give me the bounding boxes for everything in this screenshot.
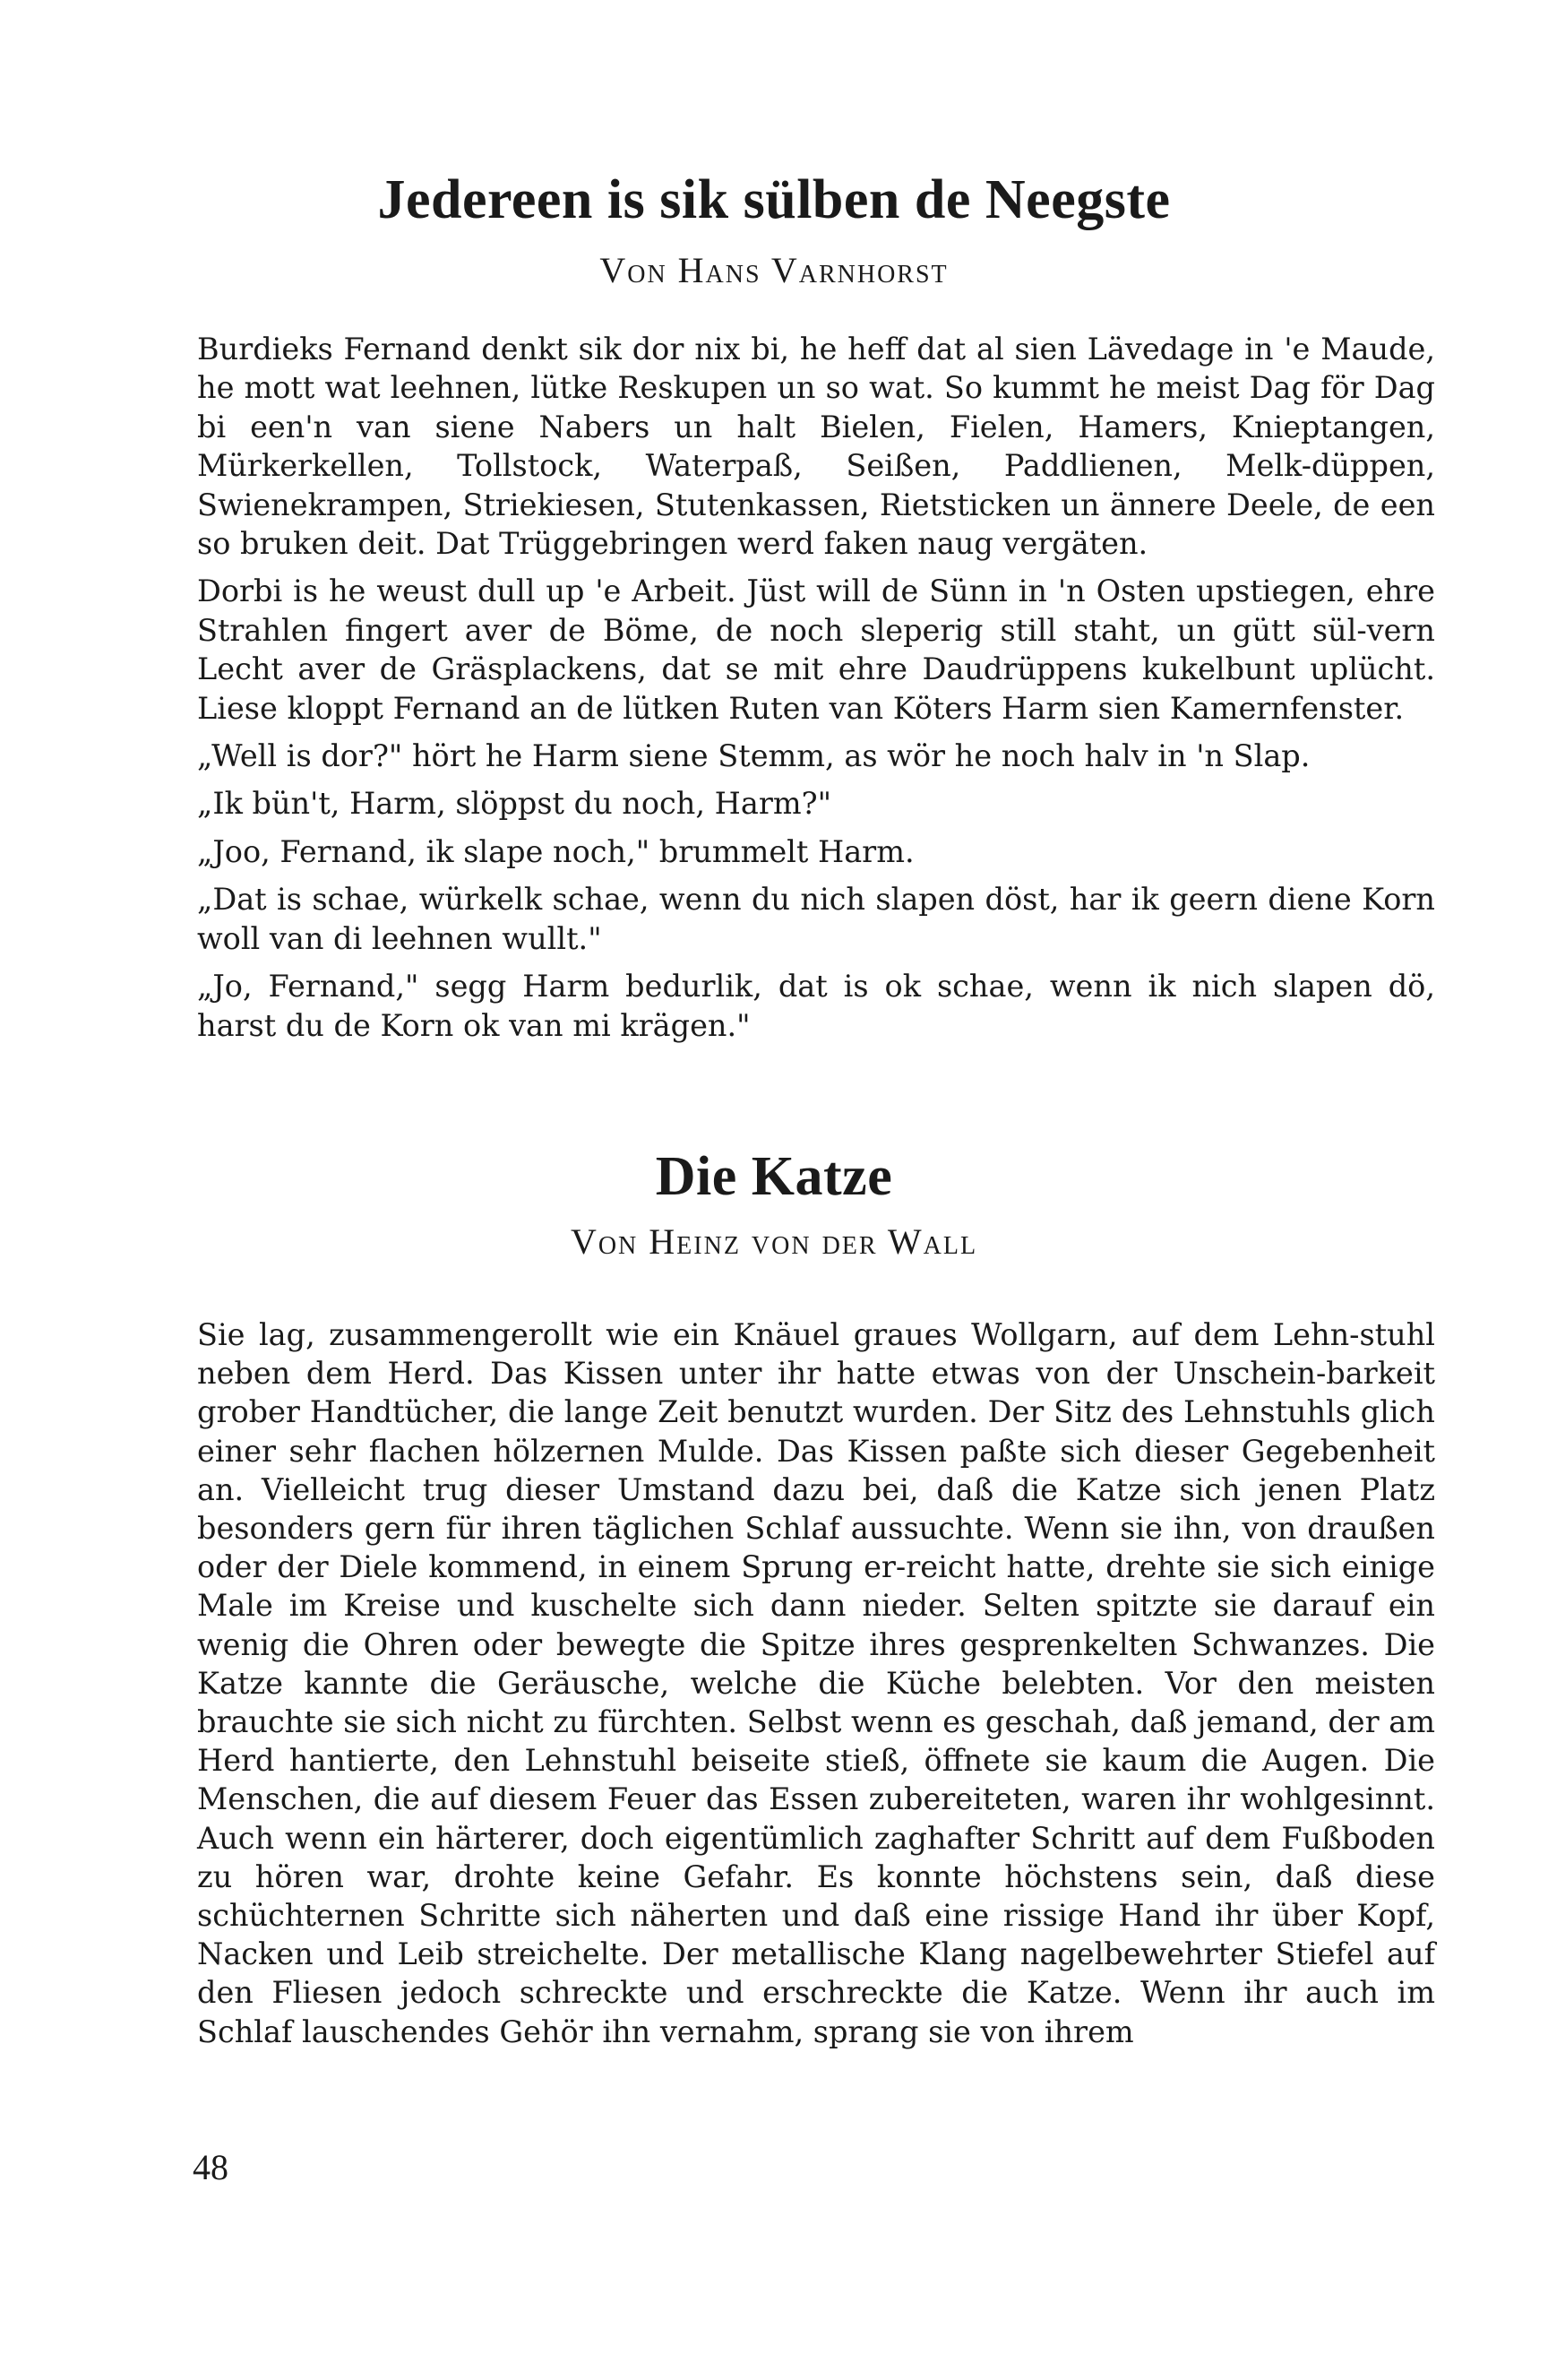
paragraph: Sie lag, zusammengerollt wie ein Knäuel graues Wollgarn, auf dem Lehn-stuhl neben dem Herd. Das Kissen unter ihr hatte etwas von der Unschein-barkeit grober Handtücher, die lange Zeit benutzt wurden. Der Sitz des Lehnstuhls glich einer sehr flachen hölzernen Mulde. Das Kissen paßte sich dieser Gegebenheit an. Vielleicht trug dieser Umstand dazu bei, daß die Katze sich jenen Platz besonders gern für ihren täglichen Schlaf aussuchte. Wenn sie ihn, von draußen oder der Diele kommend, in einem Sprung er-reicht hatte, drehte sie sich einige Male im Kreise und kuschelte sich dann nieder. Selten spitzte sie darauf ein wenig die Ohren oder bewegte die Spitze ihres gesprenkelten Schwanzes. Die Katze kannte die Geräusche, welche die Küche belebten. Vor den meisten brauchte sie sich nicht zu fürchten. Selbst wenn es geschah, daß jemand, der am Herd hantierte, den Lehnstuhl beiseite stieß, öffnete sie kaum die Augen. Die Menschen, die auf diesem Feuer das Essen zubereiteten, waren ihr wohlgesinnt. Auch wenn ein härterer, doch eigentümlich zaghafter Schritt auf dem Fußboden zu hören war, drohte keine Gefahr. Es konnte höchstens sein, daß diese schüchternen Schritte sich näherten und daß eine rissige Hand ihr über Kopf, Nacken und Leib streichelte. Der metallische Klang nagelbewehrter Stiefel auf den Fliesen jedoch schreckte und erschreckte die Katze. Wenn ihr auch im Schlaf lauschendes Gehör ihn vernahm, sprang sie von ihrem [197, 1317, 1435, 2049]
paragraph: „Ik bün't, Harm, slöppst du noch, Harm?" [197, 786, 832, 822]
paragraph: Burdieks Fernand denkt sik dor nix bi, he heff dat al sien Lävedage in 'e Maude, he mott wat leehnen, lütke Reskupen un so wat. So kummt he meist Dag för Dag bi een'n van siene Nabers un halt Bielen, Fielen, Hamers, Knieptangen, Mürkerkellen, Tollstock, Waterpaß, Seißen, Paddlienen, Melk-düppen, Swienekrampen, Striekiesen, Stutenkassen, Rietsticken un ännere Deele, de een so bruken deit. Dat Trüggebringen werd faken naug vergäten. [197, 332, 1435, 562]
story-body [197, 1315, 1435, 2060]
story-title: Die Katze [655, 1146, 893, 1207]
story-title: Jedereen is sik sülben de Neegste [377, 169, 1171, 230]
paragraph: „Dat is schae, würkelk schae, wenn du nich slapen döst, har ik geern diene Korn woll van di leehnen wullt." [197, 882, 1435, 956]
paragraph: „Jo, Fernand," segg Harm bedurlik, dat is ok schae, wenn ik nich slapen dö, harst du de Korn ok van mi krägen." [197, 969, 1435, 1043]
paragraph: Dorbi is he weust dull up 'e Arbeit. Jüst will de Sünn in 'n Osten upstiegen, ehre Strahlen fingert aver de Böme, de noch sleperig still staht, un gütt sül-vern Lecht aver de Gräsplackens, dat se mit ehre Daudrüppens kukelbunt uplücht. Liese kloppt Fernand an de lütken Ruten van Köters Harm sien Kamernfenster. [197, 573, 1435, 726]
story-body [197, 330, 1435, 1054]
paragraph: „Joo, Fernand, ik slape noch," brummelt Harm. [197, 833, 915, 869]
paragraph: „Well is dor?" hört he Harm siene Stemm, as wör he noch halv in 'n Slap. [197, 738, 1311, 774]
page-number: 48 [193, 2147, 228, 2187]
story-byline: Von Heinz von der Wall [570, 1221, 978, 1262]
story-byline: Von Hans Varnhorst [599, 250, 949, 290]
